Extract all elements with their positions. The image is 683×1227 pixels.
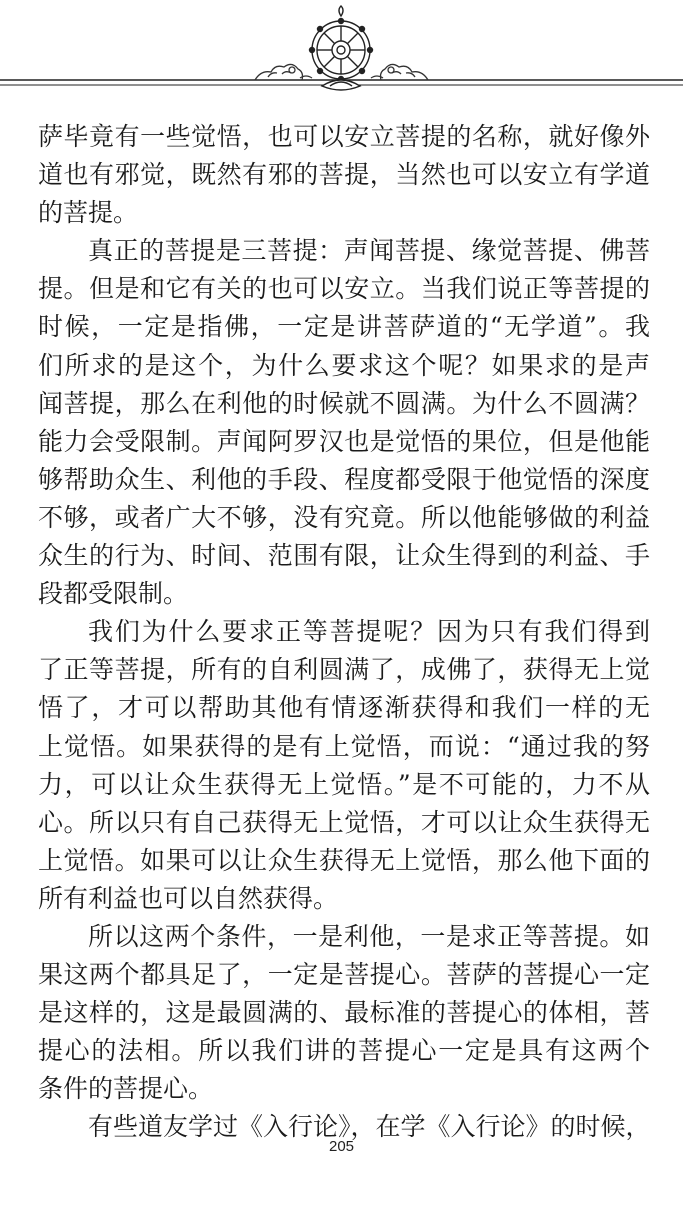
text-line: 提心的法相。所以我们讲的菩提心一定是具有这两个: [38, 1036, 650, 1066]
text-line: 心。所以只有自己获得无上觉悟，才可以让众生获得无: [38, 807, 650, 837]
text-line: 是这样的，这是最圆满的、最标准的菩提心的体相，菩: [38, 998, 650, 1028]
left-cloud-icon: [255, 64, 312, 80]
text-line: 条件的菩提心。: [38, 1074, 214, 1104]
page-number: 205: [328, 1138, 355, 1155]
header-ornament: [0, 0, 683, 110]
text-line: 们所求的是这个，为什么要求这个呢？如果求的是声: [38, 350, 650, 380]
dharma-wheel-icon: [310, 6, 373, 90]
text-line: 所有利益也可以自然获得。: [38, 883, 339, 913]
page-body: [38, 118, 650, 1147]
page-header: [0, 0, 683, 110]
text-line: 了正等菩提，所有的自利圆满了，成佛了，获得无上觉: [38, 655, 650, 685]
text-line: 闻菩提，那么在利他的时候就不圆满。为什么不圆满？: [38, 388, 650, 418]
text-line: 能力会受限制。声闻阿罗汉也是觉悟的果位，但是他能: [38, 426, 650, 456]
text-line: 不够，或者广大不够，没有究竟。所以他能够做的利益: [38, 502, 650, 532]
right-cloud-icon: [371, 64, 428, 80]
text-line: 我们为什么要求正等菩提呢？因为只有我们得到: [88, 617, 650, 647]
text-line: 段都受限制。: [38, 579, 189, 609]
text-line: 果这两个都具足了，一定是菩提心。菩萨的菩提心一定: [38, 960, 650, 990]
text-line: 所以这两个条件，一是利他，一是求正等菩提。如: [88, 921, 650, 951]
text-line: 上觉悟。如果可以让众生获得无上觉悟，那么他下面的: [38, 845, 650, 875]
text-line: 悟了，才可以帮助其他有情逐渐获得和我们一样的无: [38, 693, 650, 723]
text-line: 上觉悟。如果获得的是有上觉悟，而说：“通过我的努: [38, 731, 650, 761]
text-line: 真正的菩提是三菩提：声闻菩提、缘觉菩提、佛菩: [88, 236, 650, 266]
text-line: 众生的行为、时间、范围有限，让众生得到的利益、手: [38, 541, 650, 571]
text-line: 萨毕竟有一些觉悟，也可以安立菩提的名称，就好像外: [38, 122, 650, 151]
text-line: 力，可以让众生获得无上觉悟。”是不可能的，力不从: [38, 769, 650, 799]
text-line: 够帮助众生、利他的手段、程度都受限于他觉悟的深度: [38, 464, 650, 494]
text-line: 道也有邪觉，既然有邪的菩提，当然也可以安立有学道: [38, 160, 650, 190]
text-line: 有些道友学过《入行论》，在学《入行论》的时候，: [88, 1112, 651, 1142]
text-line: 时候，一定是指佛，一定是讲菩萨道的“无学道”。我: [38, 312, 650, 342]
text-line: 提。但是和它有关的也可以安立。当我们说正等菩提的: [38, 274, 650, 304]
text-line: 的菩提。: [38, 198, 139, 228]
